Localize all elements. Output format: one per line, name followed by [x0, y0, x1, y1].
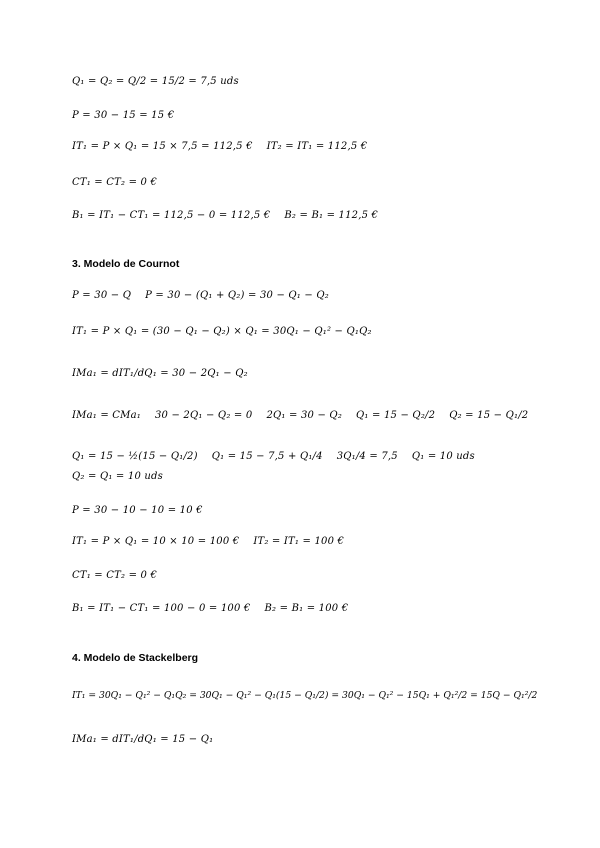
- cournot-costs: CT₁ = CT₂ = 0 €: [72, 570, 158, 581]
- cournot-cond-3: 2Q₁ = 30 − Q₂: [266, 410, 343, 421]
- cournot-heading: 3. Modelo de Cournot: [72, 258, 180, 270]
- eq-profit-row: [72, 210, 378, 221]
- stackelberg-heading: 4. Modelo de Stackelberg: [72, 652, 199, 664]
- eq-revenue-1: IT₁ = P × Q₁ = 15 × 7,5 = 112,5 €: [72, 141, 253, 152]
- cournot-cond-2: 30 − 2Q₁ − Q₂ = 0: [154, 410, 253, 421]
- cournot-it1: IT₁ = P × Q₁ = 10 × 10 = 100 €: [72, 536, 240, 547]
- cournot-b2: B₂ = B₁ = 100 €: [264, 603, 349, 614]
- cournot-sol-3: 3Q₁/4 = 7,5: [336, 451, 398, 462]
- eq-price: P = 30 − 15 = 15 €: [72, 110, 175, 121]
- cournot-demand-1: P = 30 − Q: [72, 290, 132, 301]
- stackelberg-marginal-revenue: IMa₁ = dIT₁/dQ₁ = 15 − Q₁: [72, 734, 214, 745]
- cournot-q2: Q₂ = Q₁ = 10 uds: [72, 471, 163, 482]
- cournot-price: P = 30 − 10 − 10 = 10 €: [72, 505, 203, 516]
- cournot-sol-1: Q₁ = 15 − ½(15 − Q₁/2): [72, 451, 198, 462]
- cournot-solution-row: [72, 451, 475, 462]
- eq-quantities: Q₁ = Q₂ = Q/2 = 15/2 = 7,5 uds: [72, 76, 239, 87]
- cournot-reaction-2: Q₂ = 15 − Q₁/2: [449, 410, 529, 421]
- cournot-cond-1: IMa₁ = CMa₁: [72, 410, 141, 421]
- cournot-reaction-1: Q₁ = 15 − Q₂/2: [356, 410, 436, 421]
- eq-profit-1: B₁ = IT₁ − CT₁ = 112,5 − 0 = 112,5 €: [72, 210, 271, 221]
- cournot-demand-2: P = 30 − (Q₁ + Q₂) = 30 − Q₁ − Q₂: [145, 290, 329, 301]
- cournot-condition-row: [72, 410, 528, 421]
- cournot-demand-row: [72, 290, 329, 301]
- stackelberg-revenue: IT₁ = 30Q₁ − Q₁² − Q₁Q₂ = 30Q₁ − Q₁² − Q₁(15 − Q₁/2) = 30Q₁ − Q₁² − 15Q₁ + Q₁²/2 = 15Q − Q₁²/2: [72, 690, 538, 701]
- eq-revenue-2: IT₂ = IT₁ = 112,5 €: [266, 141, 368, 152]
- cournot-marginal-revenue: IMa₁ = dIT₁/dQ₁ = 30 − 2Q₁ − Q₂: [72, 368, 248, 379]
- cournot-b1: B₁ = IT₁ − CT₁ = 100 − 0 = 100 €: [72, 603, 251, 614]
- cournot-it2: IT₂ = IT₁ = 100 €: [253, 536, 345, 547]
- cournot-revenue-row: [72, 536, 344, 547]
- eq-costs: CT₁ = CT₂ = 0 €: [72, 177, 158, 188]
- eq-revenue-row: [72, 141, 367, 152]
- cournot-sol-2: Q₁ = 15 − 7,5 + Q₁/4: [211, 451, 323, 462]
- cournot-profit-row: [72, 603, 348, 614]
- cournot-revenue: IT₁ = P × Q₁ = (30 − Q₁ − Q₂) × Q₁ = 30Q₁ − Q₁² − Q₁Q₂: [72, 326, 372, 337]
- cournot-sol-4: Q₁ = 10 uds: [411, 451, 475, 462]
- eq-profit-2: B₂ = B₁ = 112,5 €: [284, 210, 379, 221]
